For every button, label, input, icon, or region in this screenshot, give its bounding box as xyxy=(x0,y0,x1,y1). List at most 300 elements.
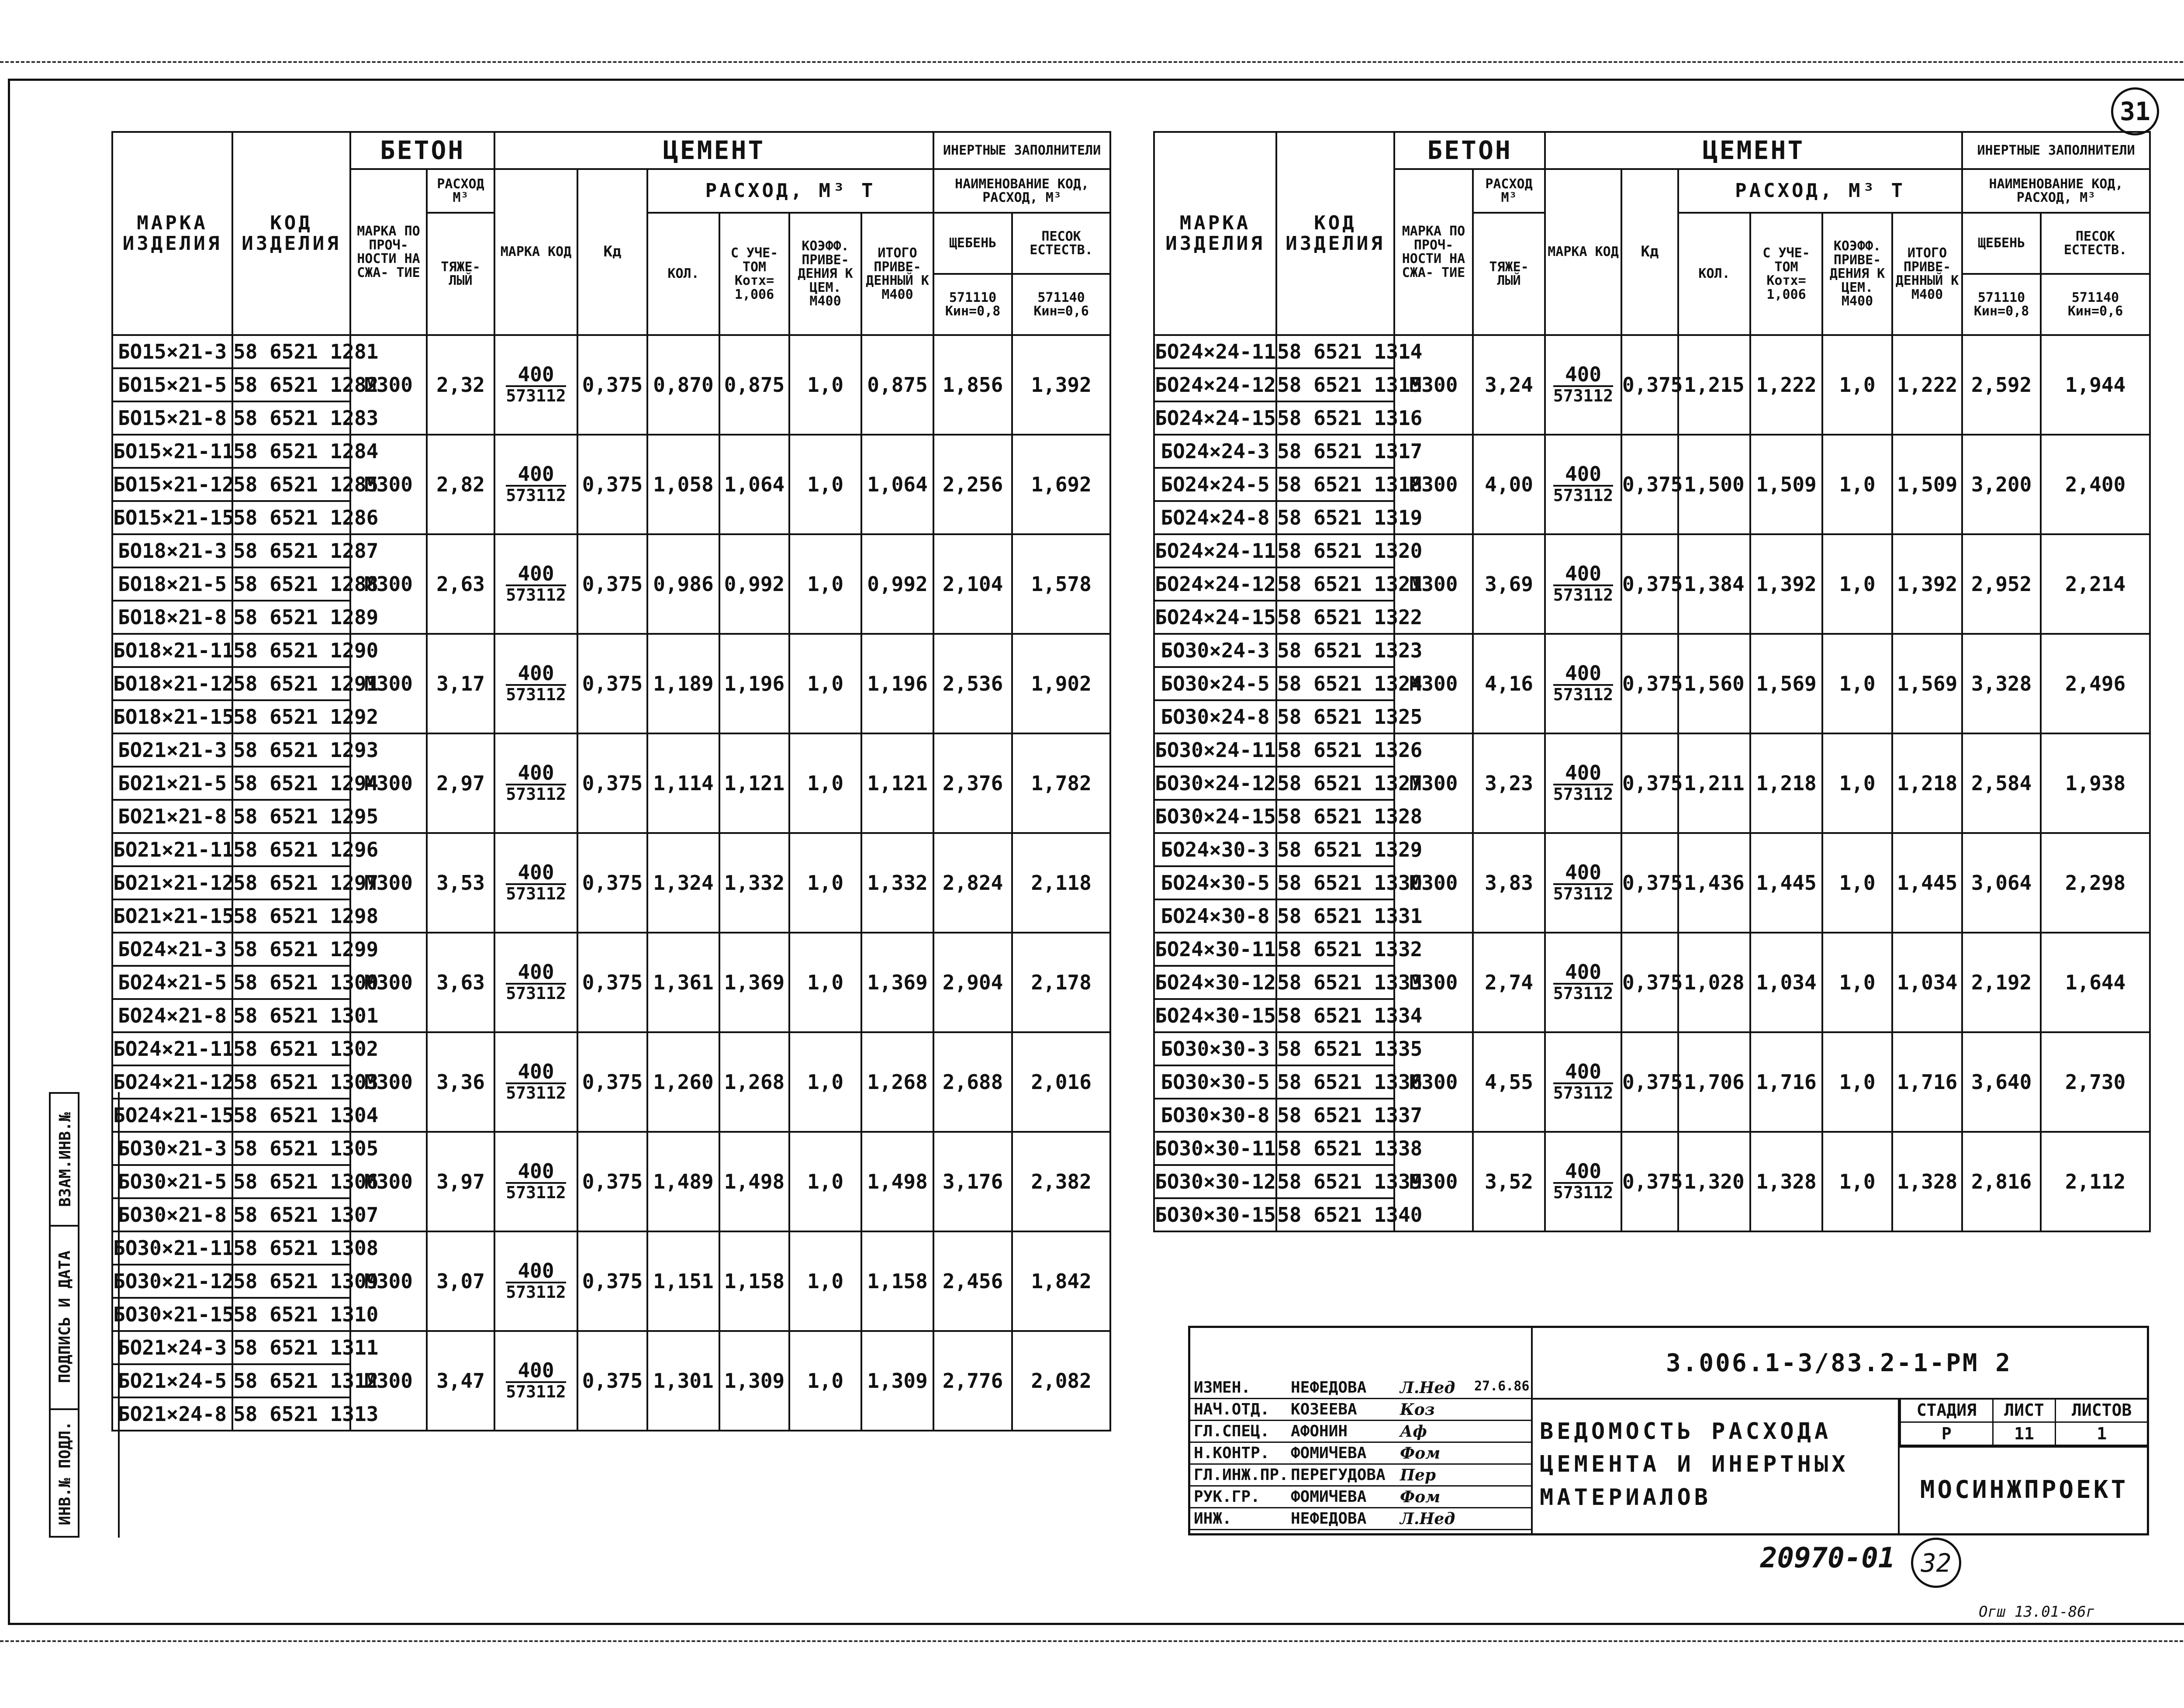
mark-cell: БО30×30-3 xyxy=(1154,1032,1276,1065)
code-cell: 58 6521 1313 xyxy=(232,1397,350,1431)
kd-cell: 0,375 xyxy=(1621,933,1678,1032)
cement-code: 573112 xyxy=(506,1283,566,1302)
role-label: ГЛ.ИНЖ.ПР. xyxy=(1194,1466,1289,1484)
grade-cell: М300 xyxy=(1394,634,1473,733)
mark-cell: БО30×21-5 xyxy=(112,1165,232,1198)
with-loss-cell: 0,875 xyxy=(719,335,789,435)
kd-cell: 0,375 xyxy=(577,534,647,634)
mark-cell: БО24×24-15 xyxy=(1154,601,1276,634)
kd-cell: 0,375 xyxy=(1621,534,1678,634)
gravel-cell: 2,256 xyxy=(933,435,1012,534)
kd-cell: 0,375 xyxy=(1621,733,1678,833)
with-loss-cell: 1,445 xyxy=(1750,833,1822,933)
kd-cell: 0,375 xyxy=(577,435,647,534)
cement-grade: 400 xyxy=(506,662,566,686)
table-row xyxy=(1154,833,2150,866)
gravel-cell: 3,200 xyxy=(1962,435,2041,534)
mark-cell: БО18×21-8 xyxy=(112,601,232,634)
volume-cell: 2,97 xyxy=(427,733,494,833)
kd-cell: 0,375 xyxy=(577,1032,647,1132)
cement-grade: 400 xyxy=(1553,1160,1613,1184)
title-block xyxy=(1188,1326,2149,1535)
volume-cell: 3,24 xyxy=(1473,335,1545,435)
coef-cell: 1,0 xyxy=(789,1132,861,1231)
cement-grade: 400 xyxy=(1553,563,1613,587)
mark-cell: БО24×24-11 xyxy=(1154,534,1276,567)
total-cell: 1,445 xyxy=(1892,833,1962,933)
total-cell: 1,716 xyxy=(1892,1032,1962,1132)
code-cell: 58 6521 1307 xyxy=(232,1198,350,1231)
mark-cell: БО15×21-5 xyxy=(112,368,232,401)
table-row xyxy=(1154,335,2150,368)
gravel-cell: 2,776 xyxy=(933,1331,1012,1431)
code-cell: 58 6521 1330 xyxy=(1276,866,1394,899)
code-cell: 58 6521 1333 xyxy=(1276,966,1394,999)
cement-code: 573112 xyxy=(506,585,566,605)
mark-cell: БО30×30-12 xyxy=(1154,1165,1276,1198)
code-cell: 58 6521 1318 xyxy=(1276,468,1394,501)
mark-cell: БО21×21-5 xyxy=(112,767,232,800)
mark-cell: БО24×21-11 xyxy=(112,1032,232,1065)
cement-brand-cell xyxy=(494,833,577,933)
gravel-cell: 3,328 xyxy=(1962,634,2041,733)
with-loss-cell: 1,328 xyxy=(1750,1132,1822,1231)
code-cell: 58 6521 1298 xyxy=(232,899,350,933)
with-loss-cell: 1,222 xyxy=(1750,335,1822,435)
sand-cell: 2,298 xyxy=(2041,833,2150,933)
mark-cell: БО24×24-8 xyxy=(1154,501,1276,534)
grade-cell: М300 xyxy=(1394,733,1473,833)
sand-cell: 2,214 xyxy=(2041,534,2150,634)
signature-row xyxy=(1190,1485,1531,1508)
with-loss-cell: 1,498 xyxy=(719,1132,789,1231)
volume-header: РАСХОД М³ xyxy=(1473,169,1545,213)
signature-table xyxy=(1190,1328,1533,1533)
sheet-number: 31 xyxy=(2111,87,2159,135)
mark-cell: БО24×24-5 xyxy=(1154,468,1276,501)
side-stamp-cell: ИНВ.№ ПОДЛ. xyxy=(56,1421,74,1525)
role-label: Н.КОНТР. xyxy=(1194,1444,1270,1462)
kd-cell: 0,375 xyxy=(1621,634,1678,733)
volume-cell: 3,52 xyxy=(1473,1132,1545,1231)
with-loss-cell: 1,716 xyxy=(1750,1032,1822,1132)
coef-header: КОЭФФ. ПРИВЕ- ДЕНИЯ К ЦЕМ. М400 xyxy=(1822,213,1892,335)
role-label: ГЛ.СПЕЦ. xyxy=(1194,1422,1270,1440)
gravel-cell: 1,856 xyxy=(933,335,1012,435)
cement-code: 573112 xyxy=(506,984,566,1003)
cement-code: 573112 xyxy=(1553,1183,1614,1203)
qty-cell: 1,301 xyxy=(647,1331,719,1431)
cement-brand-cell xyxy=(494,1032,577,1132)
code-cell: 58 6521 1336 xyxy=(1276,1065,1394,1099)
code-cell: 58 6521 1299 xyxy=(232,933,350,966)
mark-cell: БО18×21-11 xyxy=(112,634,232,667)
total-cell: 1,569 xyxy=(1892,634,1962,733)
table-row xyxy=(112,833,1110,866)
gravel-code-header: 571110 Kин=0,8 xyxy=(933,274,1012,335)
sand-header: ПЕСОК ЕСТЕСТВ. xyxy=(1012,213,1110,274)
signature: Пер xyxy=(1400,1466,1436,1484)
mark-cell: БО30×24-5 xyxy=(1154,667,1276,700)
cement-grade: 400 xyxy=(506,1061,566,1085)
kd-cell: 0,375 xyxy=(577,933,647,1032)
signature: Фом xyxy=(1400,1444,1441,1463)
right-table-body xyxy=(1154,335,2150,1231)
code-cell: 58 6521 1321 xyxy=(1276,567,1394,601)
total-cell: 1,268 xyxy=(861,1032,933,1132)
cement-code: 573112 xyxy=(1553,585,1614,605)
cement-grade: 400 xyxy=(1553,861,1613,885)
gravel-cell: 2,104 xyxy=(933,534,1012,634)
kd-cell: 0,375 xyxy=(1621,1032,1678,1132)
code-cell: 58 6521 1312 xyxy=(232,1364,350,1397)
mark-cell: БО24×21-5 xyxy=(112,966,232,999)
code-cell: 58 6521 1309 xyxy=(232,1265,350,1298)
stage-value: Р xyxy=(1901,1422,1993,1445)
beton-header: БЕТОН xyxy=(1394,132,1545,169)
cement-brand-cell xyxy=(1545,435,1621,534)
qty-cell: 1,058 xyxy=(647,435,719,534)
table-row xyxy=(112,933,1110,966)
mark-cell: БО30×24-8 xyxy=(1154,700,1276,733)
signature: Коз xyxy=(1400,1400,1435,1419)
code-cell: 58 6521 1300 xyxy=(232,966,350,999)
cement-brand-cell xyxy=(494,1231,577,1331)
with-loss-cell: 1,332 xyxy=(719,833,789,933)
cement-brand-cell xyxy=(494,335,577,435)
role-label: РУК.ГР. xyxy=(1194,1488,1260,1506)
code-cell: 58 6521 1317 xyxy=(1276,435,1394,468)
code-cell: 58 6521 1328 xyxy=(1276,800,1394,833)
stage-table xyxy=(1898,1398,2149,1448)
cement-code: 573112 xyxy=(1553,884,1614,904)
code-cell: 58 6521 1283 xyxy=(232,401,350,435)
qty-cell: 1,384 xyxy=(1678,534,1750,634)
code-cell: 58 6521 1323 xyxy=(1276,634,1394,667)
sand-cell: 1,842 xyxy=(1012,1231,1110,1331)
coef-cell: 1,0 xyxy=(1822,933,1892,1032)
sheets-label: ЛИСТОВ xyxy=(2056,1399,2148,1422)
cement-grade: 400 xyxy=(506,363,566,387)
signature-row xyxy=(1190,1463,1531,1487)
col-mark-header: МАРКА ИЗДЕЛИЯ xyxy=(112,132,232,335)
bottom-cut-line xyxy=(0,1640,2184,1642)
cement-code: 573112 xyxy=(1553,1083,1614,1103)
table-row xyxy=(112,1331,1110,1364)
signature-row xyxy=(1190,1376,1531,1399)
table-row xyxy=(112,634,1110,667)
gravel-cell: 3,064 xyxy=(1962,833,2041,933)
cement-brand-cell xyxy=(494,534,577,634)
with-loss-header: С УЧЕ- ТОМ Kотх= 1,006 xyxy=(719,213,789,335)
code-cell: 58 6521 1286 xyxy=(232,501,350,534)
cement-brand-cell xyxy=(1545,634,1621,733)
cement-code: 573112 xyxy=(506,386,566,406)
sand-cell: 1,944 xyxy=(2041,335,2150,435)
gravel-cell: 3,176 xyxy=(933,1132,1012,1231)
sand-cell: 2,400 xyxy=(2041,435,2150,534)
person-name: КОЗЕЕВА xyxy=(1291,1400,1357,1418)
inert-header: ИНЕРТНЫЕ ЗАПОЛНИТЕЛИ xyxy=(1962,132,2150,169)
cement-brand-cell xyxy=(494,634,577,733)
cement-grade: 400 xyxy=(506,1260,566,1284)
top-cut-line xyxy=(0,61,2184,63)
document-code: 3.006.1-3/83.2-1-РМ 2 xyxy=(1531,1328,2147,1400)
date: 27.6.86 xyxy=(1474,1379,1530,1394)
code-cell: 58 6521 1284 xyxy=(232,435,350,468)
mark-cell: БО24×21-15 xyxy=(112,1099,232,1132)
kd-cell: 0,375 xyxy=(577,733,647,833)
table-row xyxy=(112,335,1110,368)
coef-cell: 1,0 xyxy=(789,833,861,933)
cement-brand-cell xyxy=(1545,335,1621,435)
mark-cell: БО21×24-3 xyxy=(112,1331,232,1364)
coef-cell: 1,0 xyxy=(789,733,861,833)
code-cell: 58 6521 1296 xyxy=(232,833,350,866)
signature: Аф xyxy=(1400,1422,1427,1441)
sand-header: ПЕСОК ЕСТЕСТВ. xyxy=(2041,213,2150,274)
with-loss-cell: 1,569 xyxy=(1750,634,1822,733)
mark-cell: БО21×21-11 xyxy=(112,833,232,866)
total-cell: 1,121 xyxy=(861,733,933,833)
volume-cell: 3,17 xyxy=(427,634,494,733)
total-cell: 1,222 xyxy=(1892,335,1962,435)
gravel-cell: 2,824 xyxy=(933,833,1012,933)
code-cell: 58 6521 1287 xyxy=(232,534,350,567)
col-mark-header: МАРКА ИЗДЕЛИЯ xyxy=(1154,132,1276,335)
grade-cell: М300 xyxy=(1394,833,1473,933)
kd-header: Kд xyxy=(1621,169,1678,335)
code-cell: 58 6521 1291 xyxy=(232,667,350,700)
volume-cell: 2,63 xyxy=(427,534,494,634)
with-loss-cell: 1,158 xyxy=(719,1231,789,1331)
cement-code: 573112 xyxy=(1553,486,1614,505)
signature-row xyxy=(1190,1507,1531,1530)
person-name: ФОМИЧЕВА xyxy=(1291,1444,1367,1462)
code-cell: 58 6521 1310 xyxy=(232,1298,350,1331)
table-row xyxy=(1154,733,2150,767)
sand-cell: 1,902 xyxy=(1012,634,1110,733)
code-cell: 58 6521 1302 xyxy=(232,1032,350,1065)
mark-cell: БО30×30-15 xyxy=(1154,1198,1276,1231)
code-cell: 58 6521 1340 xyxy=(1276,1198,1394,1231)
document-title: ВЕДОМОСТЬ РАСХОДА ЦЕМЕНТА И ИНЕРТНЫХ МАТЕРИАЛОВ xyxy=(1540,1418,1849,1511)
signature: Л.Нед xyxy=(1400,1379,1455,1397)
qty-cell: 1,151 xyxy=(647,1231,719,1331)
gravel-cell: 2,192 xyxy=(1962,933,2041,1032)
mark-cell: БО15×21-15 xyxy=(112,501,232,534)
volume-cell: 3,23 xyxy=(1473,733,1545,833)
qty-cell: 1,028 xyxy=(1678,933,1750,1032)
grade-cell: М300 xyxy=(1394,435,1473,534)
naming-header: НАИМЕНОВАНИЕ КОД, РАСХОД, М³ xyxy=(933,169,1110,213)
cement-brand-cell xyxy=(494,435,577,534)
code-cell: 58 6521 1335 xyxy=(1276,1032,1394,1065)
code-cell: 58 6521 1301 xyxy=(232,999,350,1032)
sand-cell: 2,082 xyxy=(1012,1331,1110,1431)
with-loss-cell: 1,509 xyxy=(1750,435,1822,534)
gravel-cell: 2,816 xyxy=(1962,1132,2041,1231)
volume-cell: 3,83 xyxy=(1473,833,1545,933)
table-row xyxy=(1154,1032,2150,1065)
side-stamp-cell: ВЗАМ.ИНВ.№ xyxy=(51,1094,79,1227)
grade-cell: М300 xyxy=(1394,1032,1473,1132)
with-loss-cell: 1,196 xyxy=(719,634,789,733)
qty-cell: 1,324 xyxy=(647,833,719,933)
code-cell: 58 6521 1320 xyxy=(1276,534,1394,567)
code-cell: 58 6521 1295 xyxy=(232,800,350,833)
cement-grade: 400 xyxy=(506,563,566,587)
coef-header: КОЭФФ. ПРИВЕ- ДЕНИЯ К ЦЕМ. М400 xyxy=(789,213,861,335)
code-cell: 58 6521 1285 xyxy=(232,468,350,501)
sand-code-header: 571140 Kин=0,6 xyxy=(1012,274,1110,335)
total-cell: 1,158 xyxy=(861,1231,933,1331)
table-row xyxy=(1154,435,2150,468)
grade-cell: М300 xyxy=(350,1231,427,1331)
heavy-header: ТЯЖЕ- ЛЫЙ xyxy=(427,213,494,335)
grade-cell: М300 xyxy=(350,733,427,833)
qty-cell: 1,436 xyxy=(1678,833,1750,933)
mark-cell: БО30×30-8 xyxy=(1154,1099,1276,1132)
mark-cell: БО24×24-15 xyxy=(1154,401,1276,435)
code-cell: 58 6521 1288 xyxy=(232,567,350,601)
coef-cell: 1,0 xyxy=(1822,335,1892,435)
volume-cell: 3,53 xyxy=(427,833,494,933)
inert-header: ИНЕРТНЫЕ ЗАПОЛНИТЕЛИ xyxy=(933,132,1110,169)
cement-brand-header: МАРКА КОД xyxy=(1545,169,1621,335)
sand-cell: 2,118 xyxy=(1012,833,1110,933)
cement-brand-cell xyxy=(494,933,577,1032)
cement-brand-header: МАРКА КОД xyxy=(494,169,577,335)
volume-cell: 3,97 xyxy=(427,1132,494,1231)
code-cell: 58 6521 1292 xyxy=(232,700,350,733)
code-cell: 58 6521 1293 xyxy=(232,733,350,767)
mark-cell: БО24×30-11 xyxy=(1154,933,1276,966)
code-cell: 58 6521 1327 xyxy=(1276,767,1394,800)
sand-cell: 2,016 xyxy=(1012,1032,1110,1132)
mark-cell: БО24×21-3 xyxy=(112,933,232,966)
code-cell: 58 6521 1314 xyxy=(1276,335,1394,368)
sand-cell: 2,382 xyxy=(1012,1132,1110,1231)
cement-brand-cell xyxy=(494,1132,577,1231)
coef-cell: 1,0 xyxy=(1822,1132,1892,1231)
code-cell: 58 6521 1338 xyxy=(1276,1132,1394,1165)
code-cell: 58 6521 1290 xyxy=(232,634,350,667)
consumption-header: РАСХОД, М³ Т xyxy=(1678,169,1962,213)
cement-code: 573112 xyxy=(1553,685,1614,705)
code-cell: 58 6521 1326 xyxy=(1276,733,1394,767)
code-cell: 58 6521 1306 xyxy=(232,1165,350,1198)
qty-cell: 1,500 xyxy=(1678,435,1750,534)
table-row xyxy=(1154,1132,2150,1165)
role-label: НАЧ.ОТД. xyxy=(1194,1400,1270,1418)
total-cell: 1,034 xyxy=(1892,933,1962,1032)
volume-cell: 4,55 xyxy=(1473,1032,1545,1132)
cement-brand-cell xyxy=(1545,1032,1621,1132)
signature-row xyxy=(1190,1420,1531,1443)
table-row xyxy=(1154,534,2150,567)
volume-cell: 2,82 xyxy=(427,435,494,534)
qty-cell: 1,215 xyxy=(1678,335,1750,435)
code-cell: 58 6521 1281 xyxy=(232,335,350,368)
gravel-cell: 2,952 xyxy=(1962,534,2041,634)
cement-brand-cell xyxy=(494,1331,577,1431)
coef-cell: 1,0 xyxy=(1822,833,1892,933)
grade-cell: М300 xyxy=(350,435,427,534)
mark-cell: БО18×21-15 xyxy=(112,700,232,733)
signature-row xyxy=(1190,1398,1531,1421)
code-cell: 58 6521 1319 xyxy=(1276,501,1394,534)
gravel-cell: 2,904 xyxy=(933,933,1012,1032)
code-cell: 58 6521 1282 xyxy=(232,368,350,401)
volume-cell: 2,32 xyxy=(427,335,494,435)
code-cell: 58 6521 1294 xyxy=(232,767,350,800)
volume-cell: 3,47 xyxy=(427,1331,494,1431)
person-name: ФОМИЧЕВА xyxy=(1291,1488,1367,1506)
kd-cell: 0,375 xyxy=(577,335,647,435)
coef-cell: 1,0 xyxy=(1822,634,1892,733)
grade-cell: М300 xyxy=(1394,933,1473,1032)
with-loss-cell: 1,121 xyxy=(719,733,789,833)
side-stamp-blank xyxy=(79,1092,120,1538)
cement-grade: 400 xyxy=(1553,662,1613,686)
grade-cell: М300 xyxy=(1394,534,1473,634)
cement-code: 573112 xyxy=(506,1083,566,1103)
volume-cell: 4,16 xyxy=(1473,634,1545,733)
mark-cell: БО21×21-12 xyxy=(112,866,232,899)
volume-cell: 3,63 xyxy=(427,933,494,1032)
kd-cell: 0,375 xyxy=(1621,1132,1678,1231)
right-spec-table xyxy=(1153,131,2151,1232)
cement-brand-cell xyxy=(1545,534,1621,634)
coef-cell: 1,0 xyxy=(789,1331,861,1431)
sand-code-header: 571140 Kин=0,6 xyxy=(2041,274,2150,335)
qty-cell: 1,189 xyxy=(647,634,719,733)
code-cell: 58 6521 1329 xyxy=(1276,833,1394,866)
qty-cell: 1,489 xyxy=(647,1132,719,1231)
total-header: ИТОГО ПРИВЕ- ДЕННЫЙ К М400 xyxy=(861,213,933,335)
code-cell: 58 6521 1324 xyxy=(1276,667,1394,700)
mark-cell: БО30×21-15 xyxy=(112,1298,232,1331)
table-row xyxy=(112,1032,1110,1065)
mark-cell: БО30×21-12 xyxy=(112,1265,232,1298)
volume-cell: 3,07 xyxy=(427,1231,494,1331)
sand-cell: 1,938 xyxy=(2041,733,2150,833)
qty-cell: 1,260 xyxy=(647,1032,719,1132)
total-cell: 1,196 xyxy=(861,634,933,733)
grade-cell: М300 xyxy=(350,1132,427,1231)
grade-cell: М300 xyxy=(350,1032,427,1132)
cement-grade: 400 xyxy=(1553,961,1613,985)
qty-cell: 1,361 xyxy=(647,933,719,1032)
table-row xyxy=(112,1231,1110,1265)
coef-cell: 1,0 xyxy=(1822,435,1892,534)
grade-header: МАРКА ПО ПРОЧ- НОСТИ НА СЖА- ТИЕ xyxy=(350,169,427,335)
total-cell: 1,309 xyxy=(861,1331,933,1431)
mark-cell: БО15×21-8 xyxy=(112,401,232,435)
total-cell: 1,369 xyxy=(861,933,933,1032)
coef-cell: 1,0 xyxy=(1822,1032,1892,1132)
table-row xyxy=(112,435,1110,468)
total-cell: 1,218 xyxy=(1892,733,1962,833)
side-stamp xyxy=(49,1092,79,1538)
grade-cell: М300 xyxy=(1394,335,1473,435)
sand-cell: 2,496 xyxy=(2041,634,2150,733)
mark-cell: БО24×30-5 xyxy=(1154,866,1276,899)
kd-cell: 0,375 xyxy=(577,1132,647,1231)
gravel-cell: 2,688 xyxy=(933,1032,1012,1132)
role-label: ИНЖ. xyxy=(1194,1510,1232,1528)
